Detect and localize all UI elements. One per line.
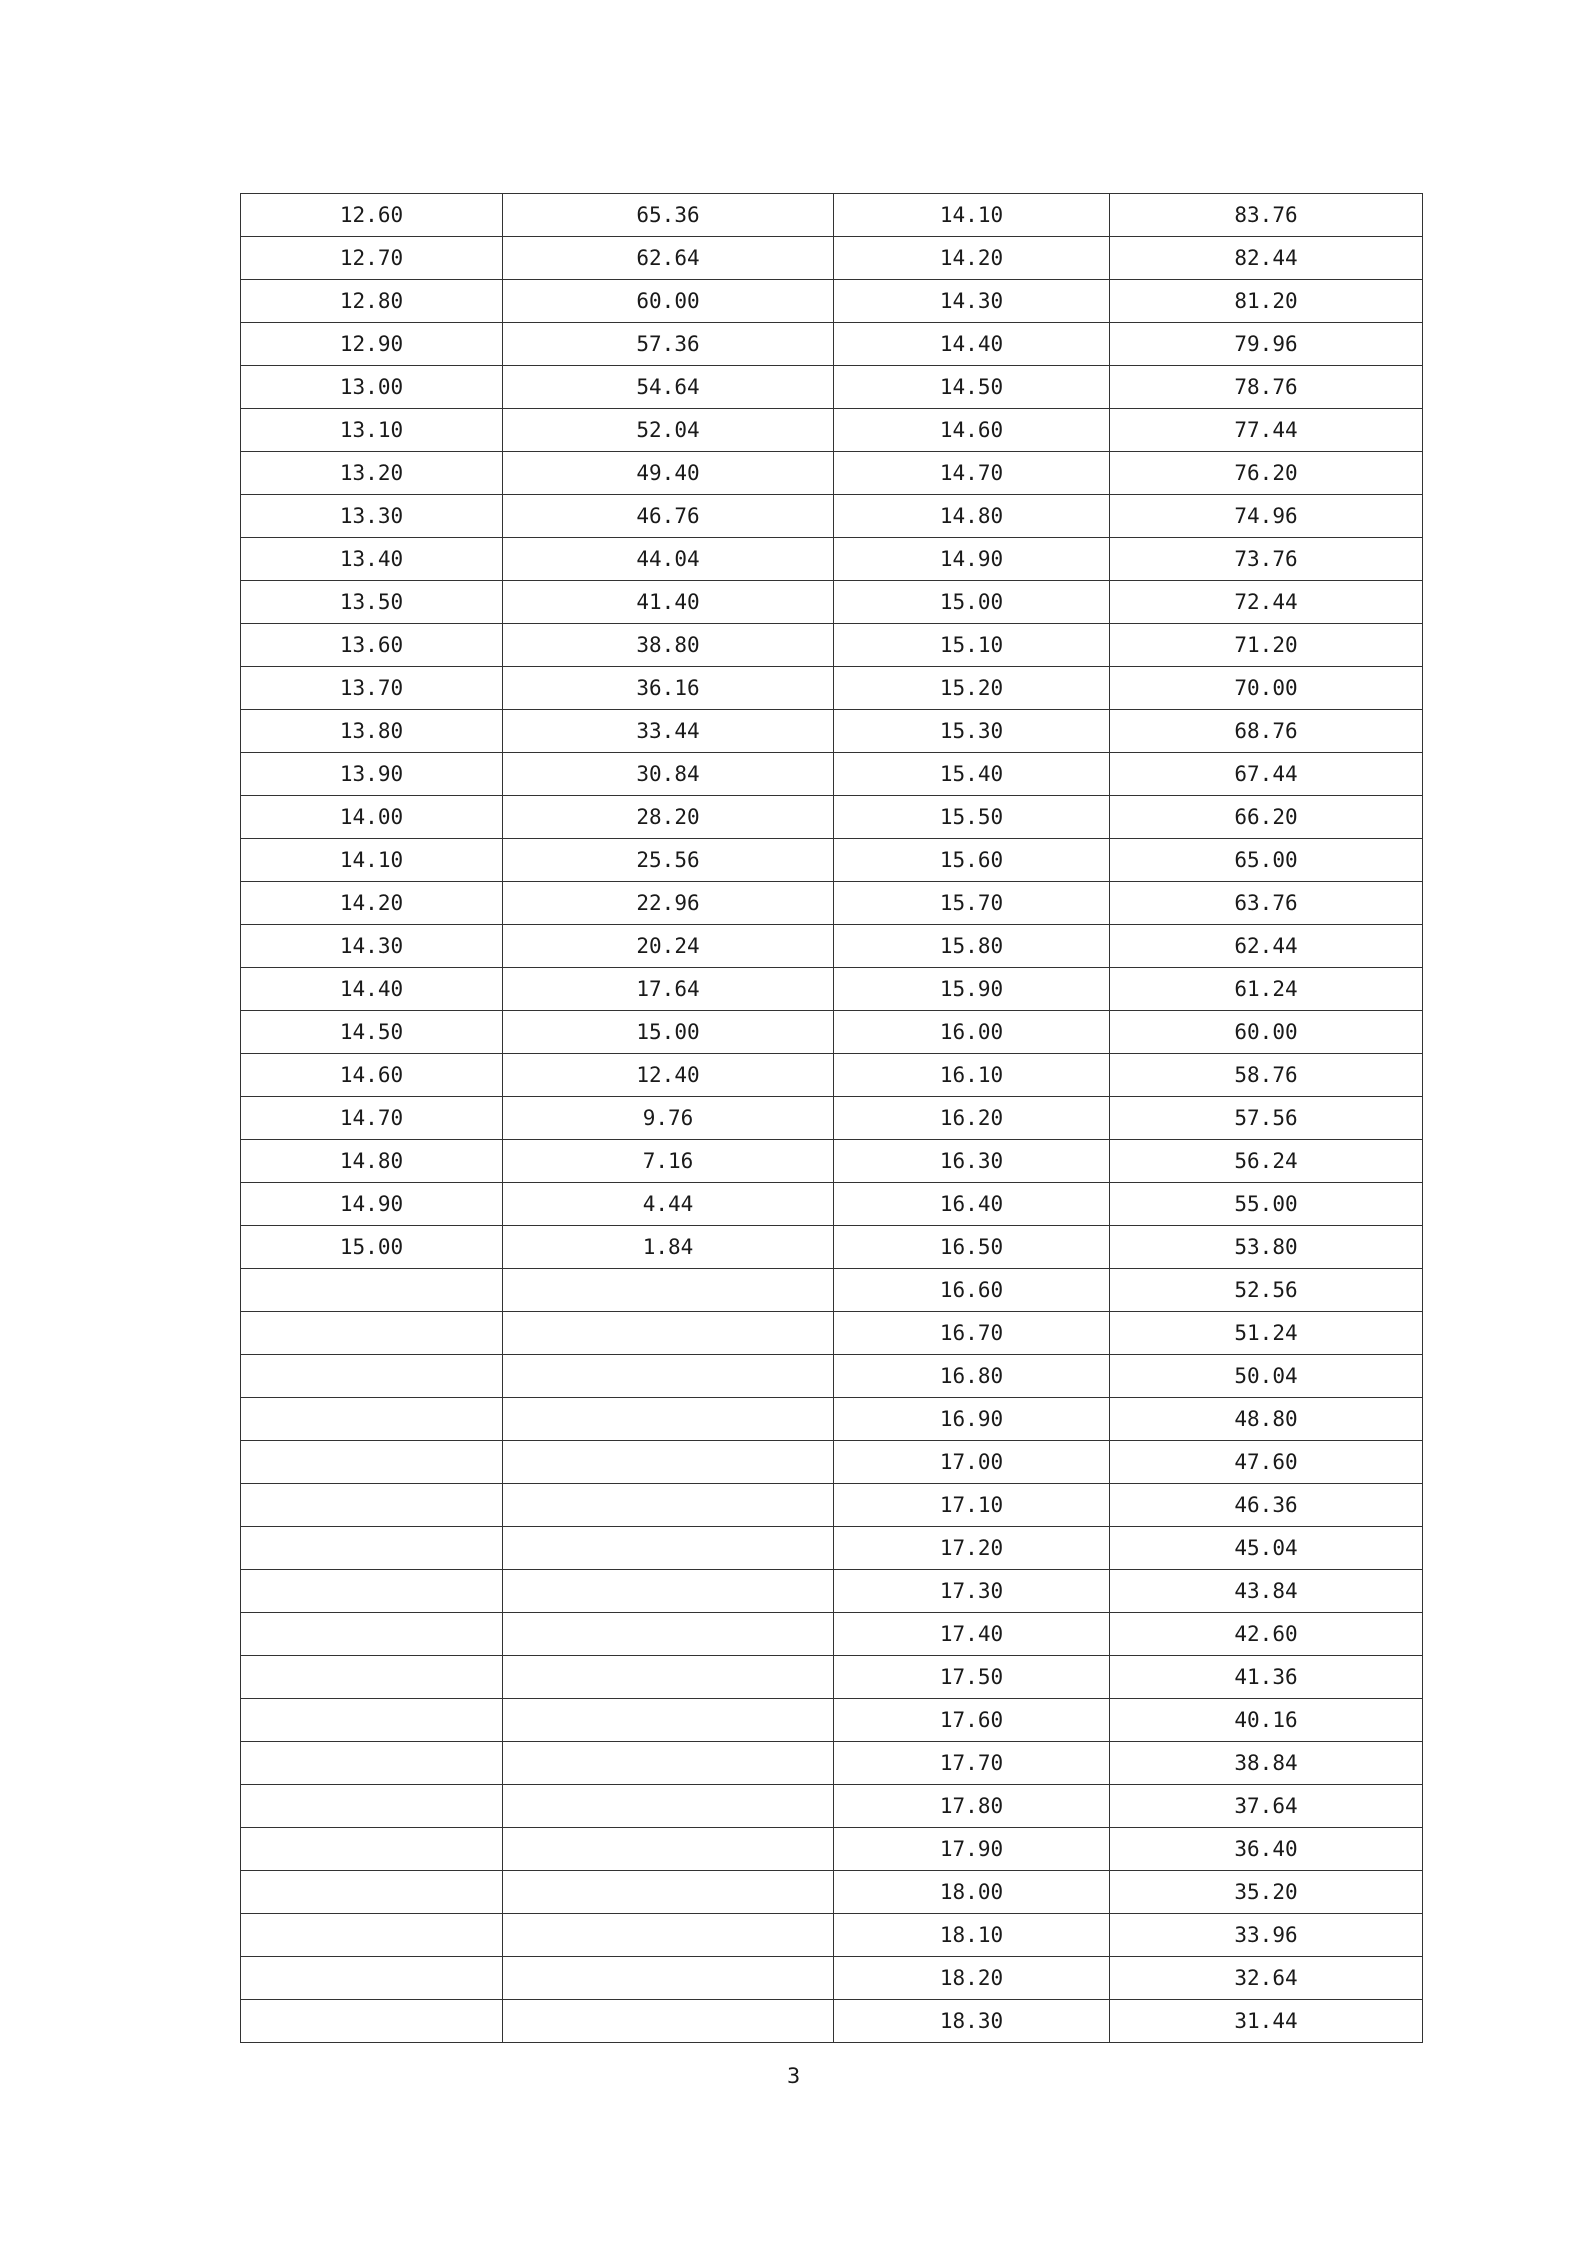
table-cell: 52.04 xyxy=(503,409,834,452)
table-cell: 71.20 xyxy=(1110,624,1423,667)
table-cell: 54.64 xyxy=(503,366,834,409)
table-row xyxy=(241,1957,1423,2000)
table-cell xyxy=(503,1785,834,1828)
table-cell: 17.64 xyxy=(503,968,834,1011)
table-cell: 55.00 xyxy=(1110,1183,1423,1226)
table-cell: 36.40 xyxy=(1110,1828,1423,1871)
table-cell: 13.60 xyxy=(241,624,503,667)
table-cell: 15.60 xyxy=(834,839,1110,882)
table-cell: 17.50 xyxy=(834,1656,1110,1699)
table-cell: 44.04 xyxy=(503,538,834,581)
table-cell xyxy=(503,1613,834,1656)
table-cell: 83.76 xyxy=(1110,194,1423,237)
table-cell: 50.04 xyxy=(1110,1355,1423,1398)
table-cell: 15.10 xyxy=(834,624,1110,667)
table-cell xyxy=(241,1269,503,1312)
table-cell: 37.64 xyxy=(1110,1785,1423,1828)
table-cell: 18.30 xyxy=(834,2000,1110,2043)
table-cell xyxy=(503,1656,834,1699)
table-cell: 33.96 xyxy=(1110,1914,1423,1957)
table-row xyxy=(241,495,1423,538)
table-cell: 14.70 xyxy=(834,452,1110,495)
table-cell: 30.84 xyxy=(503,753,834,796)
table-cell: 43.84 xyxy=(1110,1570,1423,1613)
table-cell: 48.80 xyxy=(1110,1398,1423,1441)
table-cell: 15.70 xyxy=(834,882,1110,925)
table-cell: 46.36 xyxy=(1110,1484,1423,1527)
table-cell: 65.00 xyxy=(1110,839,1423,882)
table-cell: 63.76 xyxy=(1110,882,1423,925)
table-row xyxy=(241,409,1423,452)
table-row xyxy=(241,1011,1423,1054)
table-cell: 17.90 xyxy=(834,1828,1110,1871)
table-cell: 13.10 xyxy=(241,409,503,452)
table-cell xyxy=(241,1441,503,1484)
table-row xyxy=(241,1484,1423,1527)
table-cell: 13.90 xyxy=(241,753,503,796)
table-cell: 46.76 xyxy=(503,495,834,538)
table-cell xyxy=(241,1871,503,1914)
table-row xyxy=(241,1613,1423,1656)
table-cell: 1.84 xyxy=(503,1226,834,1269)
table-cell xyxy=(241,1312,503,1355)
table-cell xyxy=(241,1742,503,1785)
table-row xyxy=(241,1656,1423,1699)
table-cell xyxy=(503,1441,834,1484)
table-cell xyxy=(503,1828,834,1871)
table-cell: 72.44 xyxy=(1110,581,1423,624)
table-row xyxy=(241,581,1423,624)
table-row xyxy=(241,1871,1423,1914)
table-cell: 16.90 xyxy=(834,1398,1110,1441)
table-row xyxy=(241,366,1423,409)
table-row xyxy=(241,1570,1423,1613)
table-cell: 16.00 xyxy=(834,1011,1110,1054)
table-cell: 77.44 xyxy=(1110,409,1423,452)
table-row xyxy=(241,1914,1423,1957)
table-row xyxy=(241,1054,1423,1097)
table-cell: 16.30 xyxy=(834,1140,1110,1183)
table-cell xyxy=(241,1785,503,1828)
table-cell xyxy=(503,1484,834,1527)
table-cell: 16.40 xyxy=(834,1183,1110,1226)
table-cell: 68.76 xyxy=(1110,710,1423,753)
table-cell: 13.80 xyxy=(241,710,503,753)
table-cell: 32.64 xyxy=(1110,1957,1423,2000)
table-cell: 14.10 xyxy=(241,839,503,882)
table-cell: 60.00 xyxy=(1110,1011,1423,1054)
table-cell: 74.96 xyxy=(1110,495,1423,538)
table-cell: 28.20 xyxy=(503,796,834,839)
table-cell: 15.50 xyxy=(834,796,1110,839)
table-row xyxy=(241,2000,1423,2043)
table-row xyxy=(241,1355,1423,1398)
table-cell: 12.80 xyxy=(241,280,503,323)
table-cell: 14.60 xyxy=(834,409,1110,452)
table-cell xyxy=(241,1828,503,1871)
data-table xyxy=(240,193,1423,2043)
table-row xyxy=(241,753,1423,796)
table-cell: 14.20 xyxy=(241,882,503,925)
table-cell: 9.76 xyxy=(503,1097,834,1140)
table-cell: 15.40 xyxy=(834,753,1110,796)
table-cell: 17.70 xyxy=(834,1742,1110,1785)
table-cell: 16.50 xyxy=(834,1226,1110,1269)
table-cell: 14.90 xyxy=(834,538,1110,581)
table-cell: 79.96 xyxy=(1110,323,1423,366)
table-cell xyxy=(503,1527,834,1570)
table-cell: 14.90 xyxy=(241,1183,503,1226)
table-cell: 41.36 xyxy=(1110,1656,1423,1699)
table-row xyxy=(241,796,1423,839)
table-cell: 15.80 xyxy=(834,925,1110,968)
table-cell: 15.30 xyxy=(834,710,1110,753)
table-cell: 15.20 xyxy=(834,667,1110,710)
table-cell: 81.20 xyxy=(1110,280,1423,323)
table-cell: 14.40 xyxy=(834,323,1110,366)
table-cell xyxy=(241,1570,503,1613)
table-cell: 58.76 xyxy=(1110,1054,1423,1097)
table-cell: 17.10 xyxy=(834,1484,1110,1527)
table-cell: 42.60 xyxy=(1110,1613,1423,1656)
table-row xyxy=(241,1527,1423,1570)
table-cell: 36.16 xyxy=(503,667,834,710)
table-cell xyxy=(503,2000,834,2043)
table-cell: 53.80 xyxy=(1110,1226,1423,1269)
table-row xyxy=(241,1742,1423,1785)
table-cell: 13.00 xyxy=(241,366,503,409)
table-row xyxy=(241,1183,1423,1226)
table-cell: 7.16 xyxy=(503,1140,834,1183)
table-cell: 60.00 xyxy=(503,280,834,323)
table-cell: 16.70 xyxy=(834,1312,1110,1355)
table-cell xyxy=(503,1570,834,1613)
table-row xyxy=(241,1140,1423,1183)
table-cell: 4.44 xyxy=(503,1183,834,1226)
table-row xyxy=(241,968,1423,1011)
table-cell: 12.90 xyxy=(241,323,503,366)
table-cell xyxy=(241,1957,503,2000)
table-cell: 31.44 xyxy=(1110,2000,1423,2043)
table-cell: 14.50 xyxy=(241,1011,503,1054)
table-row xyxy=(241,839,1423,882)
table-cell xyxy=(241,1914,503,1957)
table-cell: 47.60 xyxy=(1110,1441,1423,1484)
table-row xyxy=(241,667,1423,710)
table-cell: 13.70 xyxy=(241,667,503,710)
table-cell: 70.00 xyxy=(1110,667,1423,710)
table-cell: 65.36 xyxy=(503,194,834,237)
table-cell: 14.30 xyxy=(241,925,503,968)
table-cell xyxy=(241,2000,503,2043)
table-row xyxy=(241,538,1423,581)
table-cell: 14.50 xyxy=(834,366,1110,409)
table-cell: 56.24 xyxy=(1110,1140,1423,1183)
table-cell: 62.64 xyxy=(503,237,834,280)
table-cell xyxy=(503,1355,834,1398)
table-cell: 73.76 xyxy=(1110,538,1423,581)
table-row xyxy=(241,237,1423,280)
table-cell xyxy=(241,1699,503,1742)
table-cell xyxy=(503,1914,834,1957)
page-number: 3 xyxy=(786,2064,801,2088)
table-row xyxy=(241,1097,1423,1140)
table-cell: 51.24 xyxy=(1110,1312,1423,1355)
table-cell: 38.80 xyxy=(503,624,834,667)
table-row xyxy=(241,1226,1423,1269)
table-row xyxy=(241,1785,1423,1828)
table-cell: 14.70 xyxy=(241,1097,503,1140)
table-cell: 49.40 xyxy=(503,452,834,495)
table-cell xyxy=(241,1484,503,1527)
table-cell: 17.00 xyxy=(834,1441,1110,1484)
table-cell: 38.84 xyxy=(1110,1742,1423,1785)
table-row xyxy=(241,710,1423,753)
table-row xyxy=(241,882,1423,925)
table-cell: 40.16 xyxy=(1110,1699,1423,1742)
table-cell: 76.20 xyxy=(1110,452,1423,495)
table-cell xyxy=(503,1699,834,1742)
table-cell: 12.70 xyxy=(241,237,503,280)
table-cell: 57.36 xyxy=(503,323,834,366)
table-cell: 18.00 xyxy=(834,1871,1110,1914)
table-cell: 45.04 xyxy=(1110,1527,1423,1570)
table-cell xyxy=(503,1871,834,1914)
table-cell xyxy=(241,1398,503,1441)
table-cell: 22.96 xyxy=(503,882,834,925)
table-cell xyxy=(241,1355,503,1398)
table-cell: 15.90 xyxy=(834,968,1110,1011)
table-cell xyxy=(241,1527,503,1570)
table-cell: 13.30 xyxy=(241,495,503,538)
table-cell: 17.20 xyxy=(834,1527,1110,1570)
table-cell: 13.40 xyxy=(241,538,503,581)
table-cell xyxy=(503,1398,834,1441)
table-row xyxy=(241,1269,1423,1312)
table-cell: 14.60 xyxy=(241,1054,503,1097)
table-cell: 16.60 xyxy=(834,1269,1110,1312)
table-row xyxy=(241,624,1423,667)
table-cell: 14.80 xyxy=(241,1140,503,1183)
table-cell: 17.40 xyxy=(834,1613,1110,1656)
table-cell: 12.40 xyxy=(503,1054,834,1097)
table-cell: 66.20 xyxy=(1110,796,1423,839)
table-row xyxy=(241,925,1423,968)
table-cell: 33.44 xyxy=(503,710,834,753)
table-cell: 17.60 xyxy=(834,1699,1110,1742)
table-row xyxy=(241,280,1423,323)
table-cell xyxy=(241,1613,503,1656)
table-row xyxy=(241,1312,1423,1355)
table-cell: 13.20 xyxy=(241,452,503,495)
table-cell: 14.00 xyxy=(241,796,503,839)
table-cell xyxy=(503,1742,834,1785)
table-cell: 17.30 xyxy=(834,1570,1110,1613)
table-row xyxy=(241,452,1423,495)
table-cell: 16.10 xyxy=(834,1054,1110,1097)
table-cell: 25.56 xyxy=(503,839,834,882)
table-cell: 41.40 xyxy=(503,581,834,624)
table-body xyxy=(241,194,1423,2043)
table-row xyxy=(241,194,1423,237)
table-cell: 14.40 xyxy=(241,968,503,1011)
table-cell: 18.10 xyxy=(834,1914,1110,1957)
table-cell xyxy=(241,1656,503,1699)
table-cell: 35.20 xyxy=(1110,1871,1423,1914)
table-cell: 16.80 xyxy=(834,1355,1110,1398)
table-row xyxy=(241,1699,1423,1742)
table-row xyxy=(241,1398,1423,1441)
table-row xyxy=(241,1828,1423,1871)
table-cell xyxy=(503,1269,834,1312)
table-cell: 14.80 xyxy=(834,495,1110,538)
table-cell xyxy=(503,1312,834,1355)
table-cell: 14.20 xyxy=(834,237,1110,280)
table-cell: 78.76 xyxy=(1110,366,1423,409)
table-cell: 12.60 xyxy=(241,194,503,237)
table-row xyxy=(241,1441,1423,1484)
table-cell: 17.80 xyxy=(834,1785,1110,1828)
table-cell: 16.20 xyxy=(834,1097,1110,1140)
table-cell: 15.00 xyxy=(503,1011,834,1054)
table-cell: 20.24 xyxy=(503,925,834,968)
table-row xyxy=(241,323,1423,366)
table-cell: 18.20 xyxy=(834,1957,1110,2000)
table-cell: 15.00 xyxy=(834,581,1110,624)
table-cell: 82.44 xyxy=(1110,237,1423,280)
table-cell: 61.24 xyxy=(1110,968,1423,1011)
table-cell: 13.50 xyxy=(241,581,503,624)
table-cell xyxy=(503,1957,834,2000)
table-cell: 67.44 xyxy=(1110,753,1423,796)
table-cell: 14.10 xyxy=(834,194,1110,237)
table-cell: 15.00 xyxy=(241,1226,503,1269)
table-cell: 57.56 xyxy=(1110,1097,1423,1140)
table-cell: 62.44 xyxy=(1110,925,1423,968)
table-cell: 14.30 xyxy=(834,280,1110,323)
table-cell: 52.56 xyxy=(1110,1269,1423,1312)
